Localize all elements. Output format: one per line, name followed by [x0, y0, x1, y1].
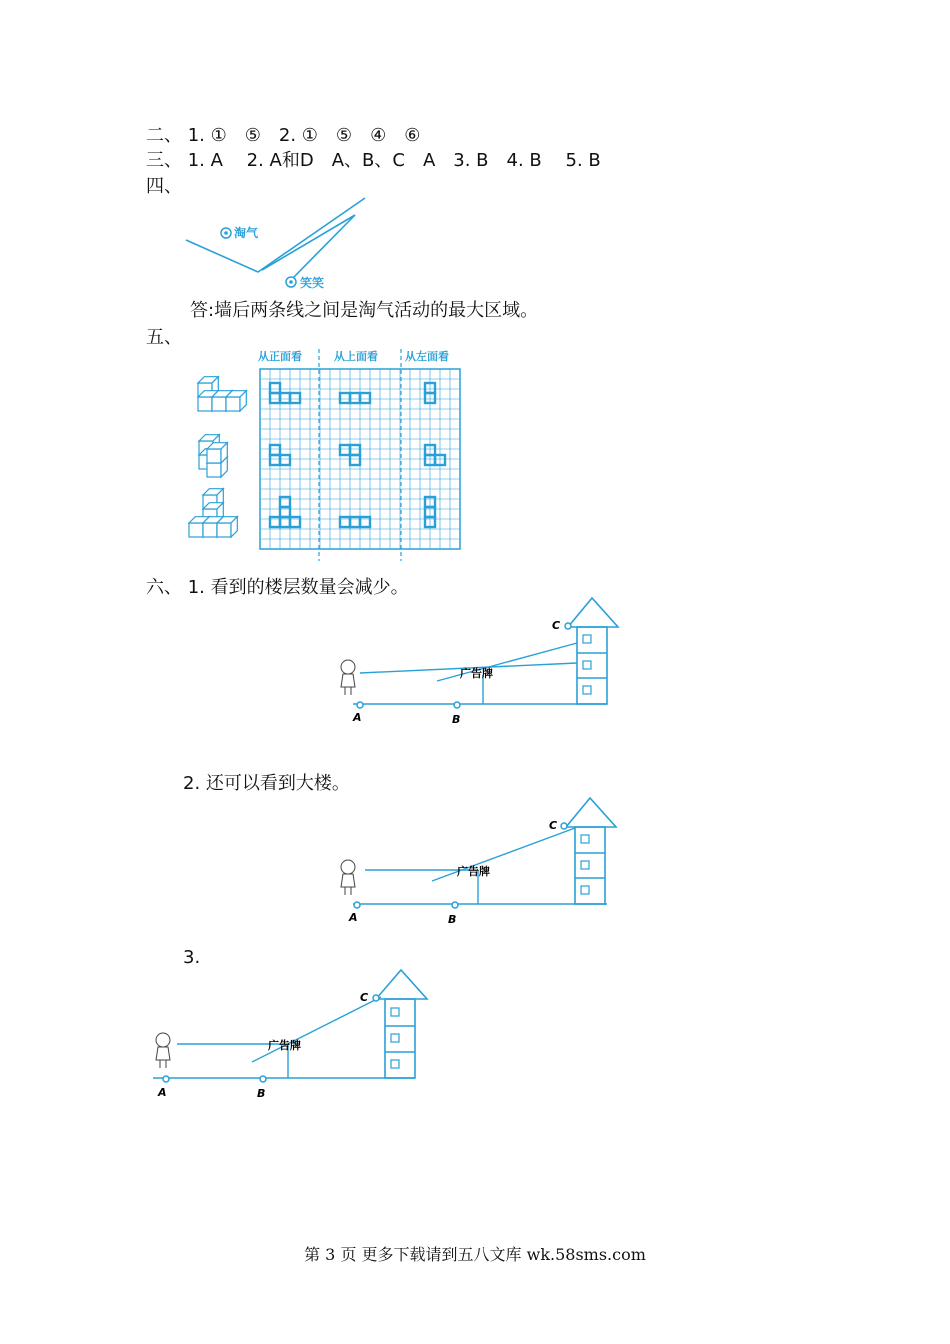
view-left-label: 从左面看 — [405, 350, 449, 363]
wall-line — [186, 198, 365, 272]
billboard-label-2: 广告牌 — [457, 865, 490, 878]
billboard-diagram-2 — [335, 795, 625, 930]
wall-diagram — [180, 190, 380, 295]
q2-text: 2. 还可以看到大楼。 — [183, 773, 350, 794]
billboard-diagram-1 — [335, 595, 625, 730]
section6-label: 六、 — [146, 577, 182, 598]
section3-label: 三、 — [146, 150, 182, 171]
section3-answers: 1. A 2. A和D A、B、C A 3. B 4. B 5. B — [187, 150, 601, 171]
point-c-label-3: C — [360, 991, 369, 1004]
section4-answer: 答:墙后两条线之间是淘气活动的最大区域。 — [190, 300, 539, 321]
billboard-diagram-3 — [145, 965, 435, 1105]
section2-answers: 1. ① ⑤ 2. ① ⑤ ④ ⑥ — [187, 125, 421, 146]
page-footer: 第 3 页 更多下载请到五八文库 wk.58sms.com — [304, 1245, 646, 1264]
naughty-label: 淘气 — [234, 226, 259, 240]
section2-label: 二、 — [146, 125, 182, 146]
three-views-figure — [185, 345, 475, 565]
point-c-label: C — [552, 619, 561, 632]
point-b-label-2: B — [448, 913, 457, 926]
q1-text: 1. 看到的楼层数量会减少。 — [187, 577, 409, 598]
section3-line — [146, 150, 601, 172]
billboard-label: 广告牌 — [460, 667, 493, 680]
point-c-label-2: C — [549, 819, 558, 832]
view-front-label: 从正面看 — [258, 350, 302, 363]
view-top-label: 从上面看 — [334, 350, 378, 363]
section5-label: 五、 — [146, 327, 182, 348]
point-b-label: B — [452, 713, 461, 726]
billboard-label-3: 广告牌 — [268, 1039, 301, 1052]
xiaoxiao-label: 笑笑 — [300, 276, 325, 290]
cube-models — [189, 377, 246, 537]
point-a-label-3: A — [158, 1086, 167, 1099]
point-b-label-3: B — [257, 1087, 266, 1100]
section4-label: 四、 — [146, 176, 182, 197]
q3-text: 3. — [183, 947, 201, 968]
point-a-label-2: A — [349, 911, 358, 924]
point-a-label: A — [353, 711, 362, 724]
section2-line — [146, 125, 420, 147]
view-shapes — [270, 383, 445, 527]
